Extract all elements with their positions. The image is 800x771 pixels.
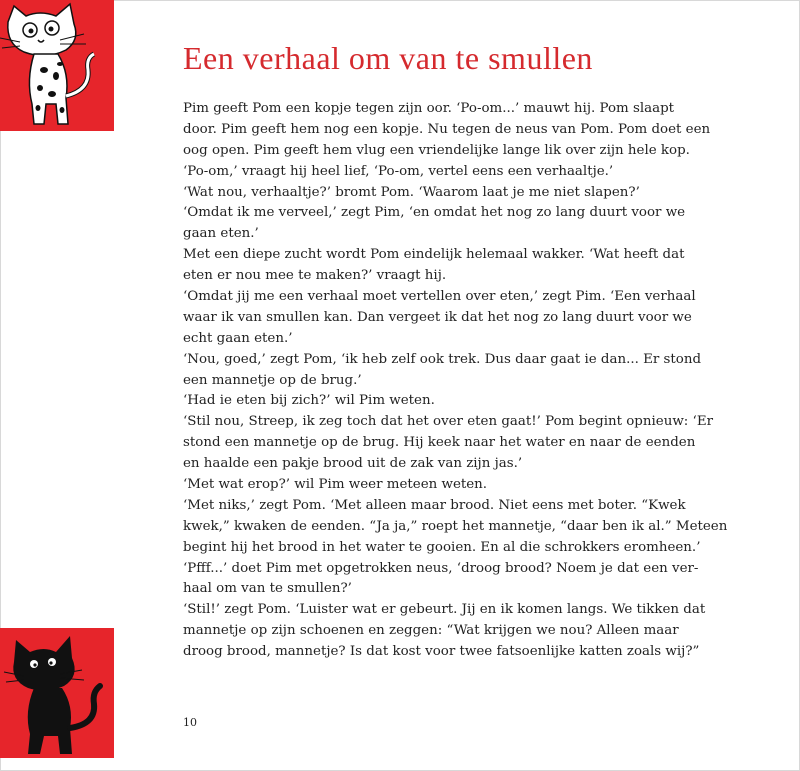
story-text	[183, 99, 743, 663]
story-line: gaan eten.’	[183, 226, 259, 242]
story-line: ‘Pfff...’ doet Pim met opgetrokken neus, ‘droog brood? Noem je dat een ver-	[183, 560, 699, 576]
story-line: droog brood, mannetje? Is dat kost voor twee fatsoenlijke katten zoals wij?”	[183, 644, 700, 660]
story-line: ‘Po-om,’ vraagt hij heel lief, ‘Po-om, vertel eens een verhaaltje.’	[183, 163, 614, 179]
story-line: door. Pim geeft hem nog een kopje. Nu tegen de neus van Pom. Pom doet een	[183, 121, 711, 137]
story-line: ‘Omdat jij me een verhaal moet vertellen over eten,’ zegt Pim. ‘Een verhaal	[183, 289, 696, 305]
story-line: begint hij het brood in het water te gooien. En al die schrokkers eromheen.’	[183, 539, 701, 555]
story-line: ‘Had ie eten bij zich?’ wil Pim weten.	[183, 393, 435, 409]
story-line: ‘Omdat ik me verveel,’ zegt Pim, ‘en omdat het nog zo lang duurt voor we	[183, 205, 686, 221]
story-line: mannetje op zijn schoenen en zeggen: “Wat krijgen we nou? Alleen maar	[183, 623, 679, 639]
story-line: Pim geeft Pom een kopje tegen zijn oor. ‘Po-om...’ mauwt hij. Pom slaapt	[183, 101, 675, 116]
story-line: ‘Met niks,’ zegt Pom. ‘Met alleen maar brood. Niet eens met boter. “Kwek	[183, 497, 686, 513]
story-line: oog open. Pim geeft hem vlug een vriendelijke lange lik over zijn hele kop.	[183, 142, 690, 158]
story-line: haal om van te smullen?’	[183, 581, 352, 597]
story-line: een mannetje op de brug.’	[183, 372, 362, 388]
black-cat-illustration	[0, 628, 114, 758]
story-line: ‘Met wat erop?’ wil Pim weer meteen weten.	[183, 477, 488, 493]
page-title: Een verhaal om van te smullen	[183, 40, 593, 76]
story-line: en haalde een pakje brood uit de zak van zijn jas.’	[183, 456, 523, 472]
black-cat-icon	[0, 628, 114, 758]
story-line: eten er nou mee te maken?’ vraagt hij.	[183, 268, 447, 284]
page-number: 10	[183, 716, 197, 729]
story-line: Met een diepe zucht wordt Pom eindelijk helemaal wakker. ‘Wat heeft dat	[183, 247, 685, 263]
story-line: ‘Nou, goed,’ zegt Pom, ‘ik heb zelf ook trek. Dus daar gaat ie dan... Er stond	[183, 351, 702, 367]
story-line: kwek,” kwaken de eenden. “Ja ja,” roept het mannetje, “daar ben ik al.” Meteen	[183, 518, 728, 534]
story-line: waar ik van smullen kan. Dan vergeet ik dat het nog zo lang duurt voor we	[183, 309, 692, 325]
story-line: stond een mannetje op de brug. Hij keek naar het water en naar de eenden	[183, 435, 696, 451]
story-line: ‘Stil nou, Streep, ik zeg toch dat het over eten gaat!’ Pom begint opnieuw: ‘Er	[183, 414, 713, 430]
story-line: ‘Stil!’ zegt Pom. ‘Luister wat er gebeurt. Jij en ik komen langs. We tikken dat	[183, 602, 706, 618]
story-line: echt gaan eten.’	[183, 330, 293, 346]
story-line: ‘Wat nou, verhaaltje?’ bromt Pom. ‘Waarom laat je me niet slapen?’	[183, 184, 640, 200]
spotted-cat-icon	[0, 0, 114, 131]
spotted-cat-illustration	[0, 0, 114, 131]
